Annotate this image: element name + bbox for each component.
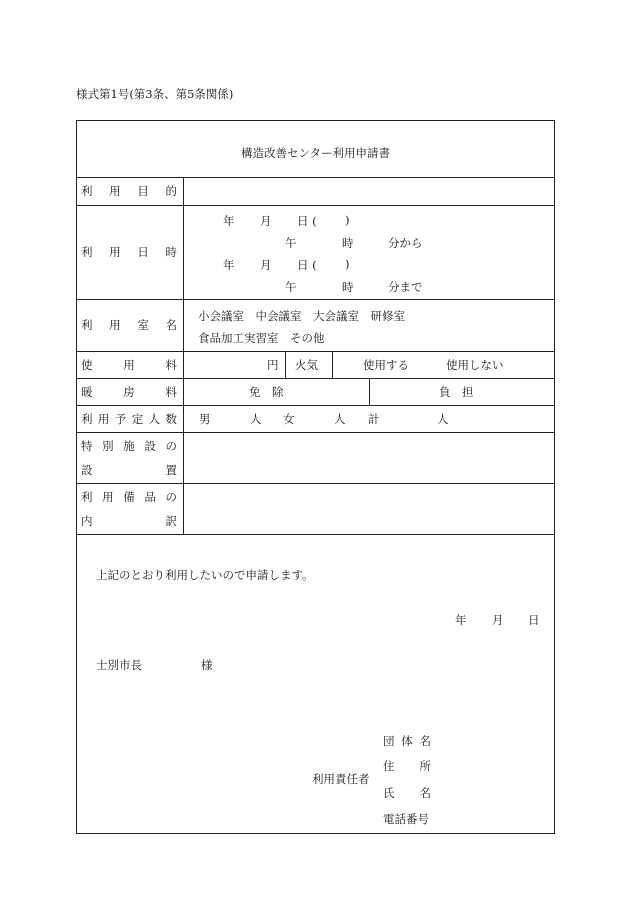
divider	[332, 351, 333, 378]
datetime-ampm-2: 午	[285, 280, 297, 294]
datetime-until: 分まで	[388, 280, 423, 294]
datetime-ampm-1: 午	[285, 236, 297, 250]
label-room: 利用室名	[81, 318, 177, 332]
divider	[369, 378, 370, 405]
datetime-year-1: 年	[223, 214, 235, 228]
purpose-field[interactable]	[185, 179, 553, 203]
fire-use-option[interactable]: 使用する	[363, 358, 409, 372]
datetime-day-2: 日 (	[297, 258, 317, 272]
divider	[285, 351, 286, 378]
datetime-paren-2: )	[345, 257, 350, 271]
heating-burden-option[interactable]: 負 担	[439, 385, 474, 399]
people-unit-1: 人	[250, 412, 262, 426]
applicant-phone-label: 電話番号	[383, 812, 429, 826]
application-statement: 上記のとおり利用したいので申請します。	[96, 568, 314, 582]
special-facility-field[interactable]	[185, 434, 553, 481]
label-special-facility: 特別施設の 設置	[81, 439, 177, 477]
fire-not-use-option[interactable]: 使用しない	[446, 358, 504, 372]
people-male: 男	[199, 412, 211, 426]
label-heating: 暖房料	[81, 384, 177, 399]
datetime-month-2: 月	[260, 258, 272, 272]
datetime-month-1: 月	[260, 214, 272, 228]
divider	[77, 483, 554, 484]
applicant-role: 利用責任者	[312, 772, 370, 786]
datetime-hour-1: 時	[342, 236, 354, 250]
room-options-line1[interactable]: 小会議室 中会議室 大会議室 研修室	[198, 309, 405, 323]
label-fee: 使用料	[81, 357, 177, 372]
addressee-honorific: 様	[201, 658, 213, 672]
people-female: 女	[283, 412, 295, 426]
heating-exempt-option[interactable]: 免 除	[249, 385, 284, 399]
application-form	[76, 120, 555, 834]
date-year: 年	[455, 613, 467, 627]
form-style-note: 様式第1号(第3条、第5条関係)	[76, 87, 234, 101]
applicant-group-label: 団体名	[383, 734, 431, 748]
date-month: 月	[492, 613, 504, 627]
fire-label: 火気	[295, 358, 318, 372]
applicant-name-label: 氏 名	[383, 786, 431, 800]
datetime-day-1: 日 (	[297, 214, 317, 228]
date-day: 日	[528, 613, 540, 627]
applicant-address-label: 住 所	[383, 759, 431, 773]
room-options-line2[interactable]: 食品加工実習室 その他	[198, 331, 325, 345]
people-unit-3: 人	[437, 412, 449, 426]
fee-yen: 円	[267, 358, 279, 372]
divider	[77, 432, 554, 433]
label-datetime: 利用日時	[81, 245, 177, 259]
datetime-year-2: 年	[223, 258, 235, 272]
label-column-divider	[183, 177, 184, 534]
addressee-name: 士別市長	[96, 658, 142, 672]
datetime-from: 分から	[388, 236, 423, 250]
label-purpose: 利用目的	[81, 184, 177, 198]
people-unit-2: 人	[334, 412, 346, 426]
datetime-paren-1: )	[345, 213, 350, 227]
people-total: 計	[368, 412, 380, 426]
datetime-hour-2: 時	[342, 280, 354, 294]
equipment-field[interactable]	[185, 485, 553, 532]
label-people: 利用予定人数	[81, 411, 177, 426]
form-title: 構造改善センター利用申請書	[240, 146, 391, 160]
label-equipment: 利用備品の 内訳	[81, 490, 177, 528]
divider	[77, 534, 554, 535]
